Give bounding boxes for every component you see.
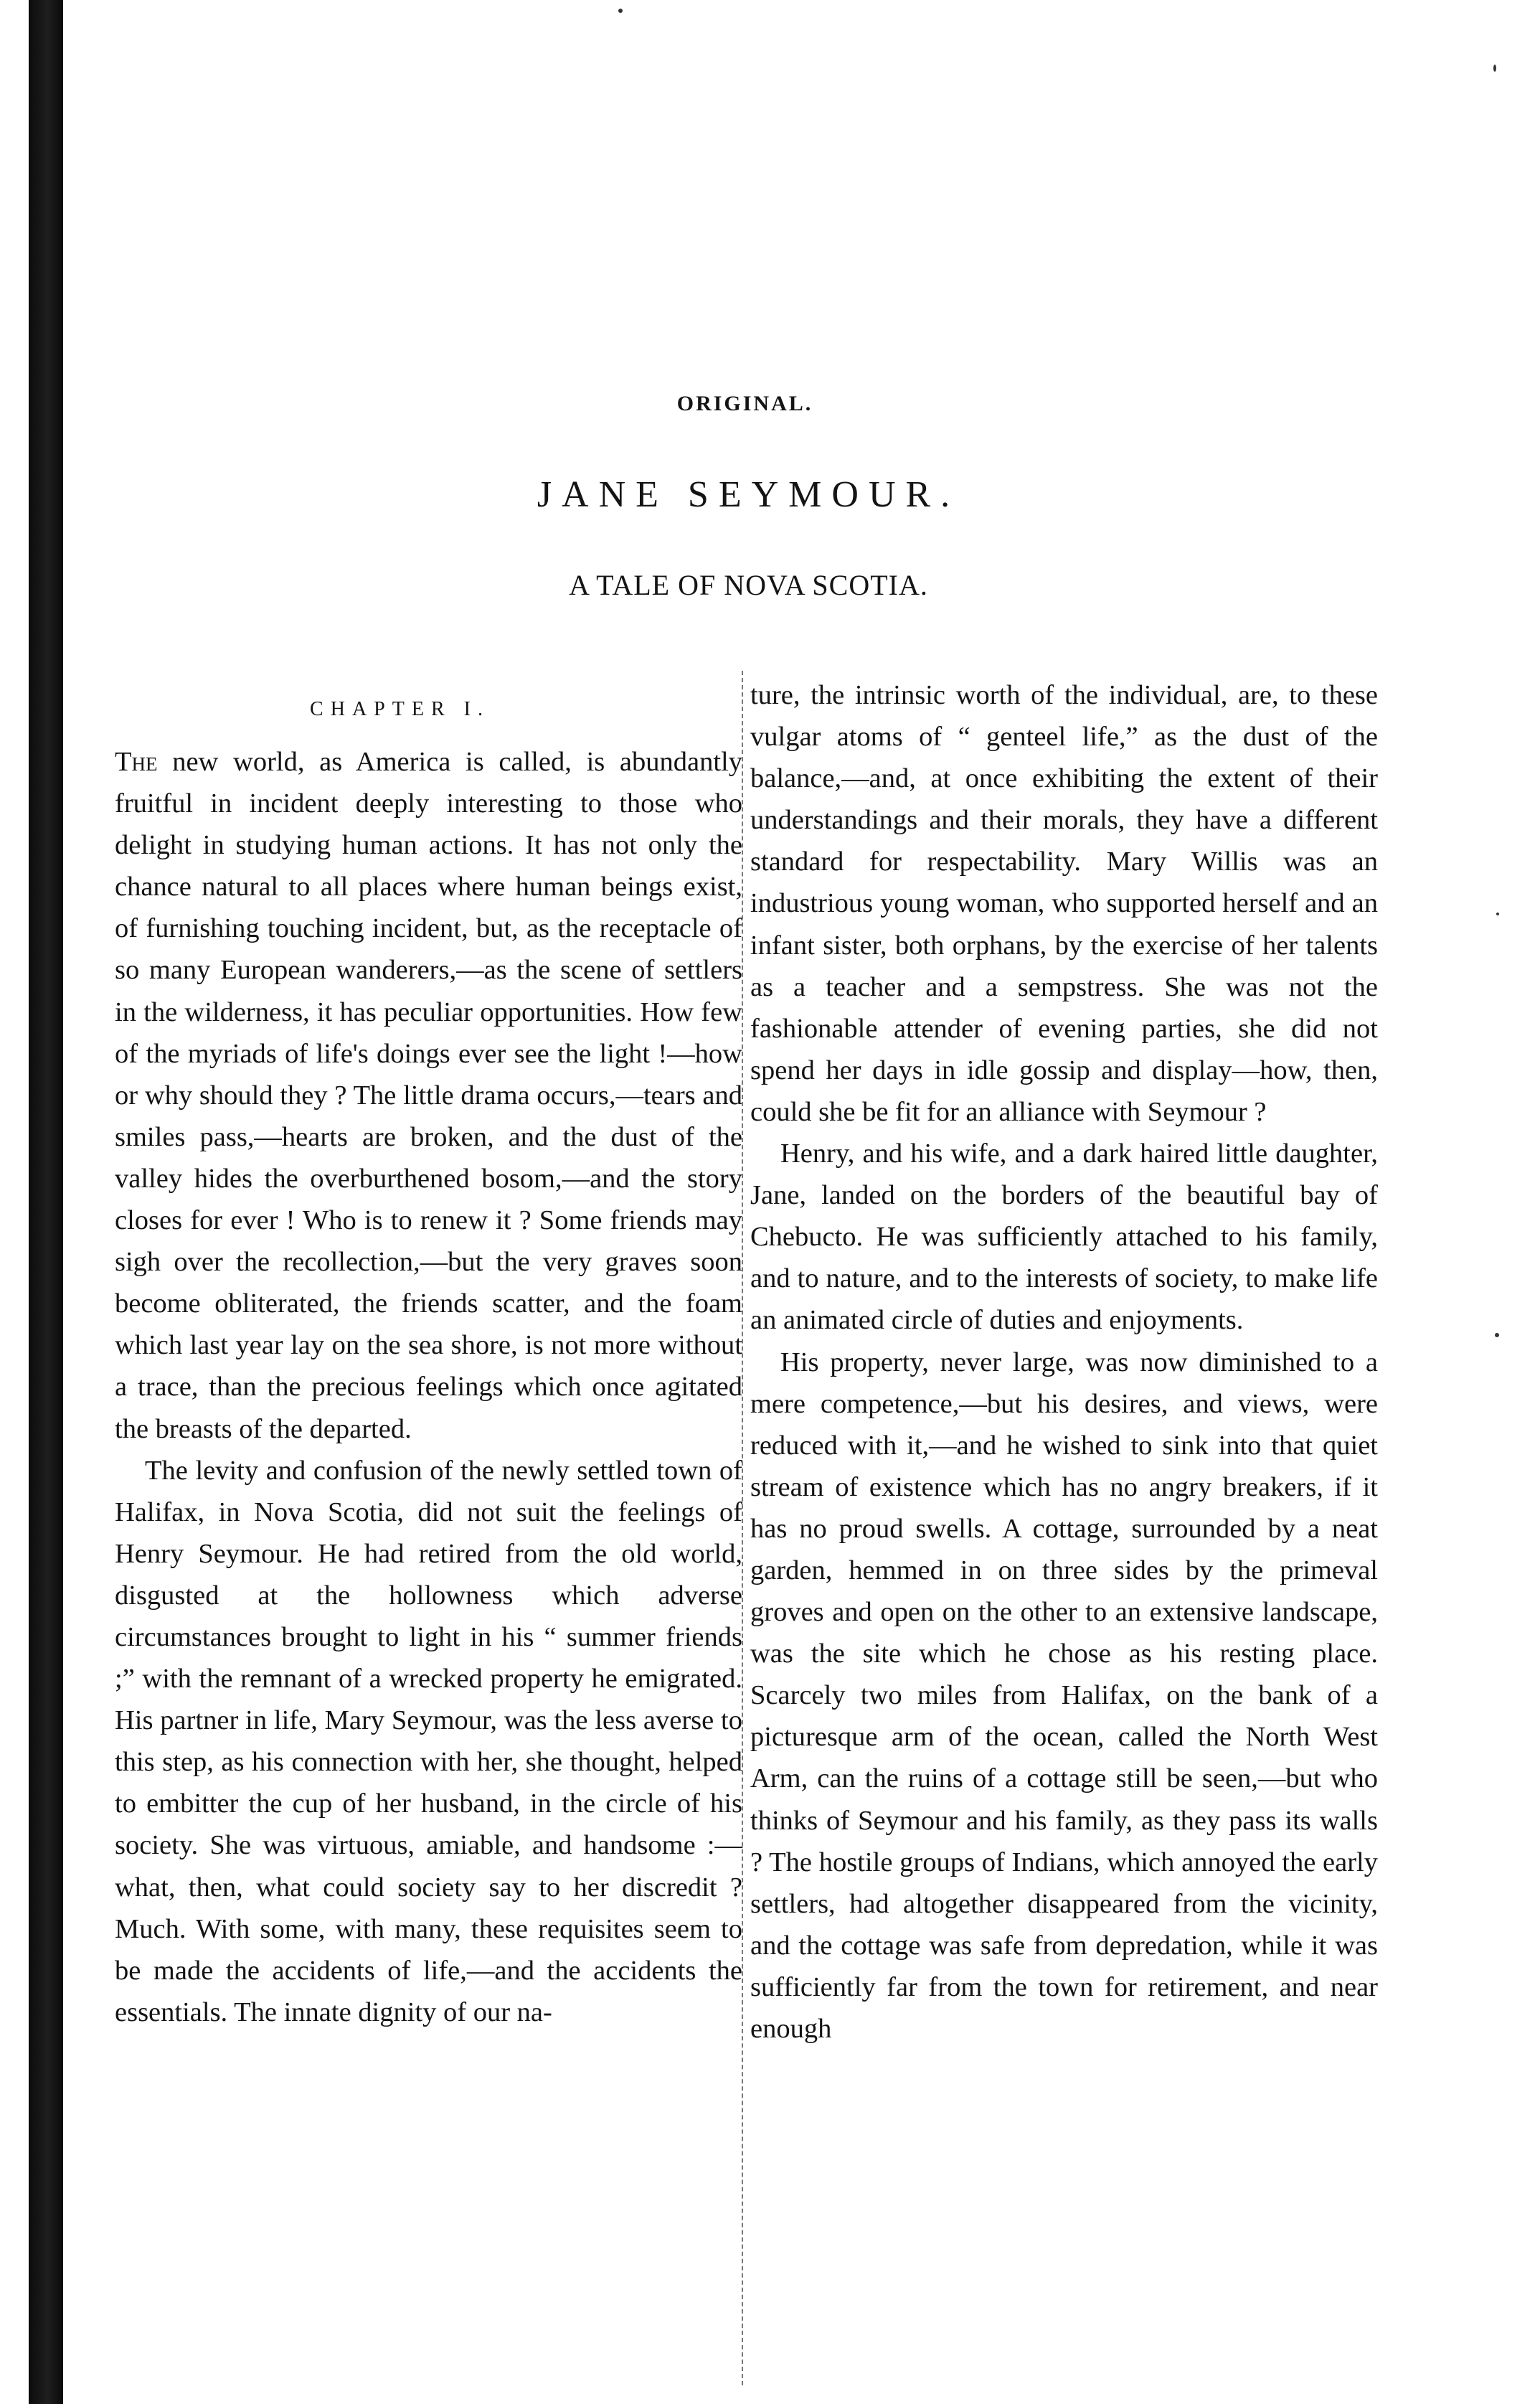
ink-speck [618, 9, 623, 13]
paragraph: His property, never large, was now diminished to a mere competence,—but his desires, and views, were reduced with it,—and he wished to sink into that quiet stream of existence which has no angry breakers, if it has no proud swells. A cottage, surrounded by a neat garden, hemmed in on three sides by the primeval groves and open on the other to an extensive landscape, was the site which he chose as his resting place. Scarcely two miles from Halifax, on the bank of a picturesque arm of the ocean, called the North West Arm, can the ruins of a cottage still be seen,—but who thinks of Seymour and his family, as they pass its walls ? The hostile groups of Indians, which annoyed the early settlers, had altogether disappeared from the vicinity, and the cottage was safe from depredation, while it was sufficiently far from the town for retirement, and near enough [750, 1347, 1378, 2044]
story-subtitle: A TALE OF NOVA SCOTIA. [569, 569, 928, 601]
paragraph: The levity and confusion of the newly settled town of Halifax, in Nova Scotia, did not suit the feelings of Henry Seymour. He had retired from the old world, disgusted at the hollowness which adverse circumstances brought to light in his “ summer friends ;” with the remnant of a wrecked property he emigrated. His partner in life, Mary Seymour, was the less averse to this step, as his connection with her, she thought, helped to embitter the cup of her husband, in the circle of his society. She was virtuous, amiable, and handsome :—what, then, what could society say to her discredit ? Much. With some, with many, these requisites seem to be made the accidents of life,—and the accidents the essentials. The innate dignity of our na- [115, 1455, 742, 2027]
left-column [115, 671, 742, 2033]
ink-speck [1495, 1333, 1499, 1337]
chapter-heading: CHAPTER I. [310, 698, 490, 720]
paragraph [115, 741, 742, 1450]
ink-speck [1493, 65, 1496, 72]
story-title: JANE SEYMOUR. [537, 474, 960, 515]
right-column [750, 674, 1378, 2050]
column-divider [742, 671, 743, 2385]
book-spine-edge [29, 0, 63, 2404]
paragraph: Henry, and his wife, and a dark haired little daughter, Jane, landed on the borders of the beautiful bay of Chebucto. He was sufficiently attached to his family, and to nature, and to the interests of society, to make life an animated circle of duties and enjoyments. [750, 1139, 1378, 1336]
ink-speck [1496, 913, 1499, 915]
section-label: ORIGINAL. [676, 392, 813, 415]
drop-lead-word: The [115, 747, 158, 777]
paragraph-text: new world, as America is called, is abundantly fruitful in incident deeply interesting to those who delight in studying human actions. It has not only the chance natural to all places where human beings exist, of furnishing touching incident, but, as the receptacle of so many European wanderers,—as the scene of settlers in the wilderness, it has peculiar opportunities. How few of the myriads of life's doings ever see the light !—how or why should they ? The little drama occurs,—tears and smiles pass,—hearts are broken, and the dust of the valley hides the overburthened bosom,—and the story closes for ever ! Who is to renew it ? Some friends may sigh over the recollection,—but the very graves soon become obliterated, the friends scatter, and the foam which last year lay on the sea shore, is not more without a trace, than the precious feelings which once agitated the breasts of the departed. [115, 747, 743, 1444]
paragraph: ture, the intrinsic worth of the individual, are, to these vulgar atoms of “ genteel life,” as the dust of the balance,—and, at once exhibiting the extent of their understandings and their morals, they have a different standard for respectability. Mary Willis was an industrious young woman, who supported herself and an infant sister, both orphans, by the exercise of her talents as a teacher and a sempstress. She was not the fashionable attender of evening parties, she did not spend her days in idle gossip and display—how, then, could she be fit for an alliance with Seymour ? [750, 680, 1378, 1127]
